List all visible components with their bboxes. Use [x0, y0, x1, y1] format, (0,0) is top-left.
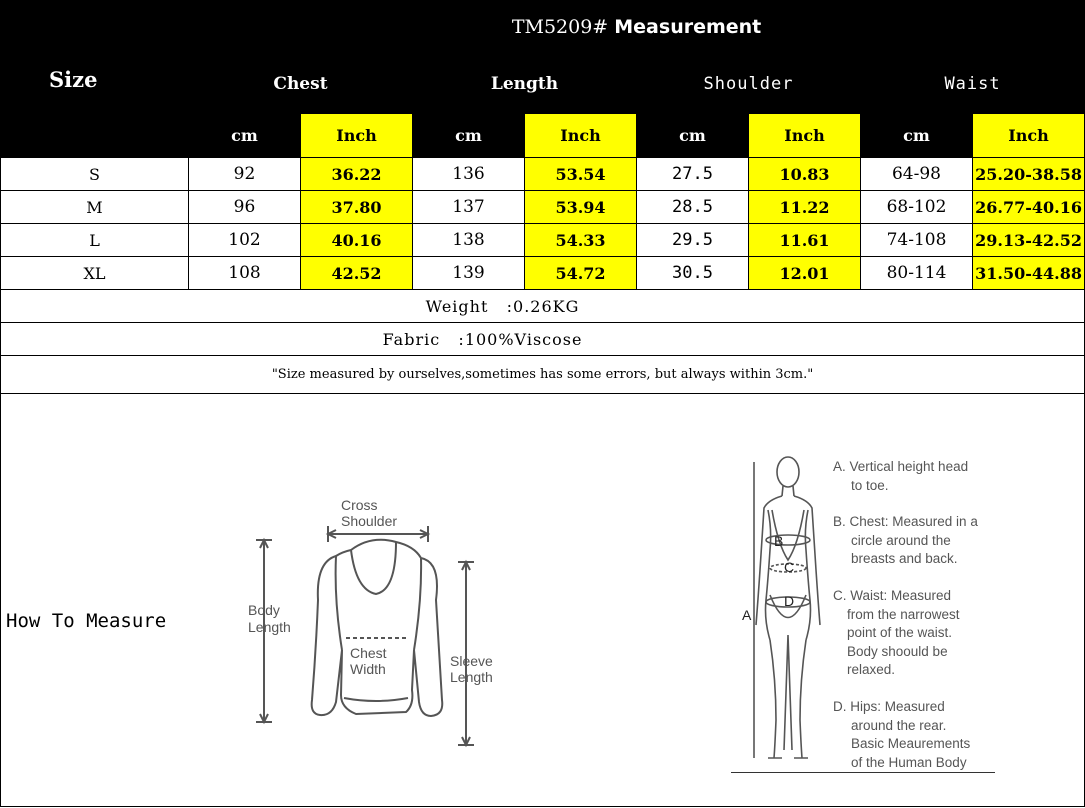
legend-c-line: C. Waist: Measured	[833, 588, 952, 603]
unit-cm: cm	[413, 114, 525, 158]
legend-d-line: around the rear.	[851, 717, 947, 733]
legend-b-line: breasts and back.	[851, 551, 958, 566]
waist-inch: 25.20-38.58	[973, 158, 1085, 191]
label-shoulder: Shoulder	[341, 513, 398, 529]
legend-a	[833, 458, 968, 495]
length-cm: 136	[413, 158, 525, 191]
note-row: "Size measured by ourselves,sometimes has some errors, but always within 3cm."	[1, 356, 1085, 394]
label-body: Body	[248, 602, 280, 618]
shoulder-cm: 27.5	[637, 158, 749, 191]
legend-c-line: point of the waist.	[847, 625, 953, 640]
length-cm: 139	[413, 257, 525, 290]
chest-inch: 36.22	[301, 158, 413, 191]
size-cell: S	[1, 158, 189, 191]
waist-cm: 80-114	[861, 257, 973, 290]
chest-cm: 108	[189, 257, 301, 290]
length-cm: 137	[413, 191, 525, 224]
size-header: Size	[1, 1, 189, 158]
group-length: Length	[413, 54, 637, 114]
waist-cm: 64-98	[861, 158, 973, 191]
letter-b: B	[774, 533, 784, 549]
label-width: Width	[350, 661, 386, 677]
unit-inch: Inch	[973, 114, 1085, 158]
waist-cm: 68-102	[861, 191, 973, 224]
legend-c-line: Body shoould be	[847, 643, 948, 659]
chest-cm: 102	[189, 224, 301, 257]
table-row	[1, 191, 1085, 224]
legend-b-line: B. Chest: Measured in a	[833, 514, 978, 529]
unit-cm: cm	[637, 114, 749, 158]
chest-inch: 40.16	[301, 224, 413, 257]
letter-a: A	[742, 607, 752, 623]
label-chest: Chest	[350, 645, 387, 661]
size-cell: XL	[1, 257, 189, 290]
length-cm: 138	[413, 224, 525, 257]
group-shoulder: Shoulder	[637, 54, 861, 114]
table-title	[189, 1, 1085, 54]
shoulder-inch: 11.61	[749, 224, 861, 257]
label-cross: Cross	[341, 497, 378, 513]
legend-c-line: from the narrowest	[847, 606, 960, 622]
unit-inch: Inch	[749, 114, 861, 158]
length-inch: 53.54	[525, 158, 637, 191]
ground-line	[731, 772, 995, 773]
chest-cm: 92	[189, 158, 301, 191]
unit-cm: cm	[861, 114, 973, 158]
chest-inch: 37.80	[301, 191, 413, 224]
waist-cm: 74-108	[861, 224, 973, 257]
shoulder-cm: 30.5	[637, 257, 749, 290]
title-code: TM5209#	[511, 16, 609, 38]
label-sleeve-length: Length	[450, 669, 493, 685]
waist-inch: 29.13-42.52	[973, 224, 1085, 257]
waist-inch: 26.77-40.16	[973, 191, 1085, 224]
table-row	[1, 158, 1085, 191]
legend-a-line: to toe.	[851, 477, 889, 493]
legend-d-line: D. Hips: Measured	[833, 699, 945, 714]
length-inch: 53.94	[525, 191, 637, 224]
shoulder-inch: 12.01	[749, 257, 861, 290]
table-row	[1, 224, 1085, 257]
body-figure	[726, 450, 836, 780]
group-chest: Chest	[189, 54, 413, 114]
label-body-length: Length	[248, 619, 291, 635]
weight-row	[1, 290, 1085, 323]
unit-cm: cm	[189, 114, 301, 158]
unit-inch: Inch	[301, 114, 413, 158]
title-word: Measurement	[614, 16, 762, 38]
size-cell: L	[1, 224, 189, 257]
legend-c-line: relaxed.	[847, 662, 896, 677]
length-inch: 54.72	[525, 257, 637, 290]
how-to-measure-heading: How To Measure	[6, 610, 167, 632]
legend-a-line: A. Vertical height head	[833, 459, 969, 474]
chest-inch: 42.52	[301, 257, 413, 290]
shoulder-inch: 10.83	[749, 158, 861, 191]
group-waist: Waist	[861, 54, 1085, 114]
length-inch: 54.33	[525, 224, 637, 257]
letter-d: D	[784, 593, 795, 609]
shoulder-inch: 11.22	[749, 191, 861, 224]
legend-b-line: circle around the	[851, 532, 951, 548]
legend-b	[833, 513, 978, 569]
label-sleeve: Sleeve	[450, 653, 493, 669]
legend-d-line: of the Human Body	[851, 754, 967, 770]
fabric-text: Fabric :100%Viscose	[382, 329, 583, 349]
shoulder-cm: 28.5	[637, 191, 749, 224]
table-row	[1, 257, 1085, 290]
legend-d-line: Basic Meaurements	[851, 736, 971, 751]
letter-c: C	[784, 559, 795, 575]
legend-d	[833, 698, 970, 772]
legend-c	[833, 587, 960, 680]
blank-row	[1, 394, 1085, 432]
how-to-measure-panel	[0, 430, 1085, 807]
size-cell: M	[1, 191, 189, 224]
waist-inch: 31.50-44.88	[973, 257, 1085, 290]
garment-diagram	[236, 490, 506, 790]
chest-cm: 96	[189, 191, 301, 224]
unit-inch: Inch	[525, 114, 637, 158]
weight-text: Weight :0.26KG	[425, 296, 580, 316]
fabric-row	[1, 323, 1085, 356]
shoulder-cm: 29.5	[637, 224, 749, 257]
